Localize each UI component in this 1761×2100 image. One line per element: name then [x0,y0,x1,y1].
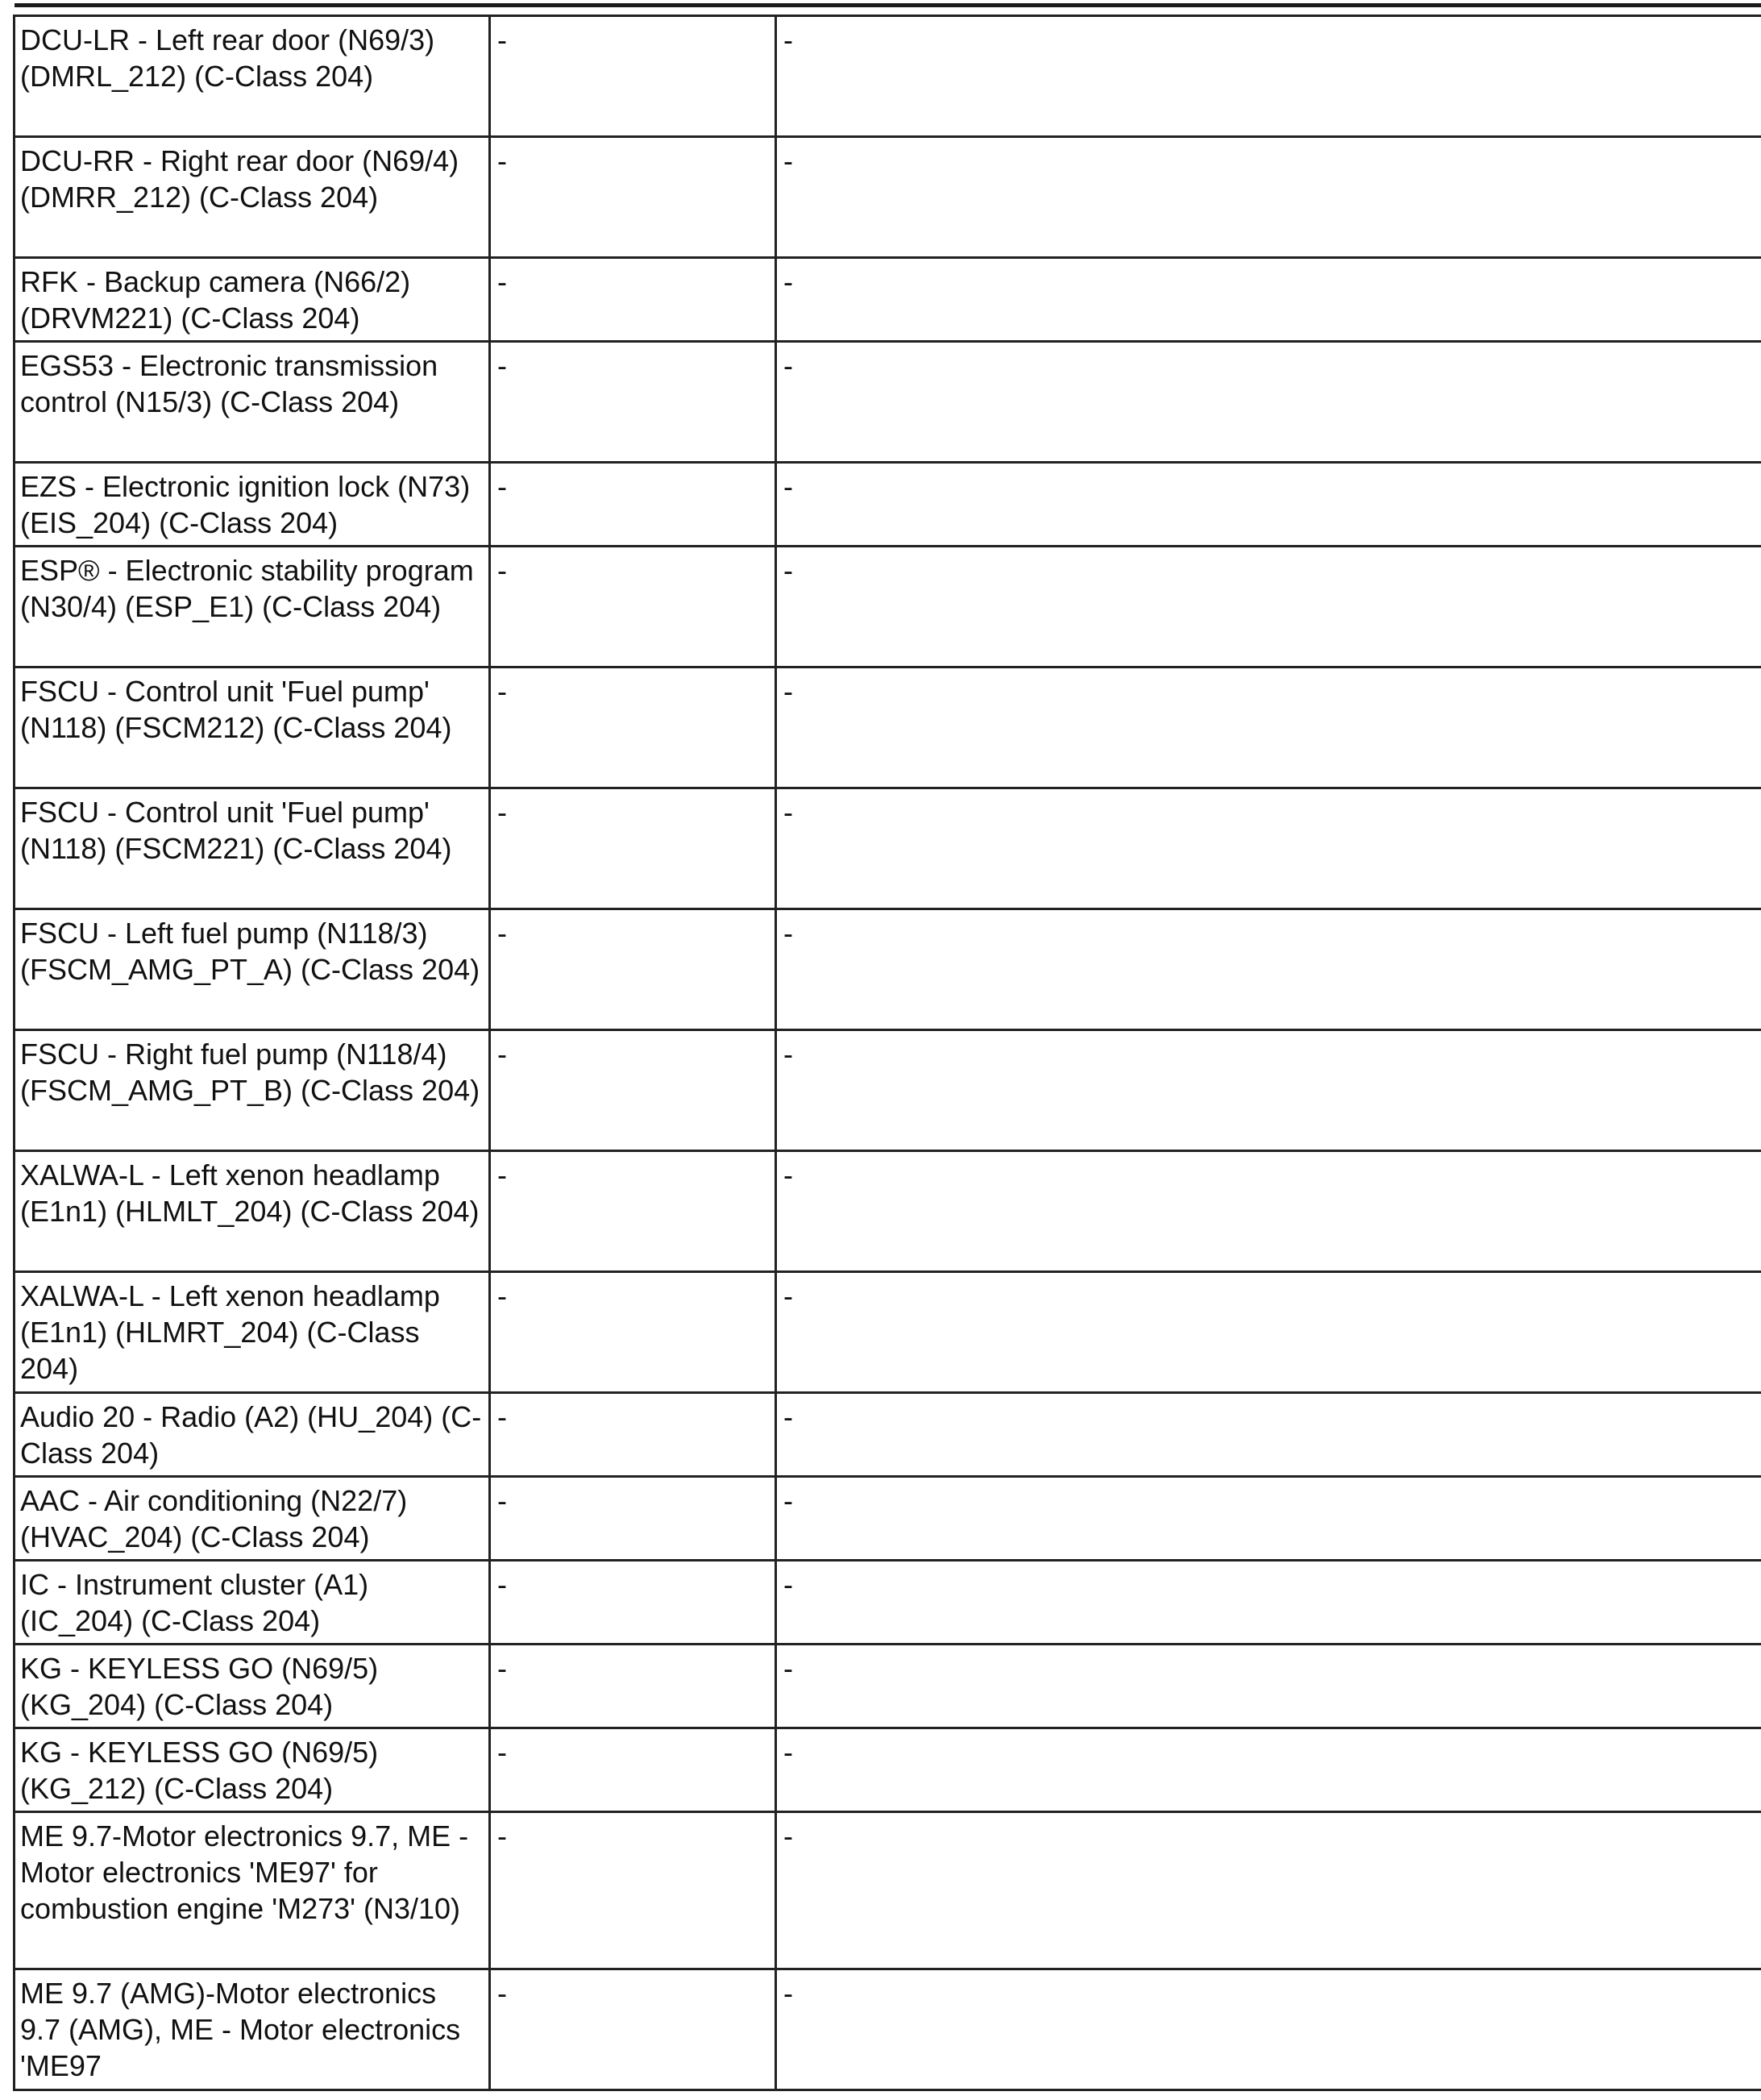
control-unit-name-cell: FSCU - Left fuel pump (N118/3) (FSCM_AMG_PT_A) (C-Class 204) [15,909,490,1030]
remark-cell: - [776,258,1761,342]
remark-cell: - [776,342,1761,463]
value-cell: - [490,547,776,667]
value-cell: - [490,16,776,137]
remark-cell: - [776,547,1761,667]
control-unit-name-cell: KG - KEYLESS GO (N69/5) (KG_204) (C-Class 204) [15,1645,490,1728]
table-row [15,342,1761,463]
remark-cell: - [776,1561,1761,1645]
value-cell: - [490,1812,776,1969]
table-body [15,16,1761,2090]
remark-cell: - [776,463,1761,547]
value-cell: - [490,463,776,547]
table-row [15,1151,1761,1272]
value-cell: - [490,342,776,463]
control-unit-name-cell: AAC - Air conditioning (N22/7) (HVAC_204) (C-Class 204) [15,1477,490,1561]
control-unit-name-cell: XALWA-L - Left xenon headlamp (E1n1) (HLMLT_204) (C-Class 204) [15,1151,490,1272]
value-cell: - [490,788,776,909]
value-cell: - [490,1030,776,1151]
control-unit-name-cell: IC - Instrument cluster (A1) (IC_204) (C-Class 204) [15,1561,490,1645]
table-row [15,1393,1761,1477]
value-cell: - [490,909,776,1030]
table-row [15,1477,1761,1561]
remark-cell: - [776,1272,1761,1393]
control-unit-name-cell: EZS - Electronic ignition lock (N73) (EIS_204) (C-Class 204) [15,463,490,547]
control-unit-name-cell: XALWA-L - Left xenon headlamp (E1n1) (HLMRT_204) (C-Class 204) [15,1272,490,1393]
table-row [15,788,1761,909]
control-unit-name-cell: RFK - Backup camera (N66/2) (DRVM221) (C-Class 204) [15,258,490,342]
control-unit-name-cell: Audio 20 - Radio (A2) (HU_204) (C-Class 204) [15,1393,490,1477]
remark-cell: - [776,1477,1761,1561]
table-row [15,547,1761,667]
table-row [15,1812,1761,1969]
remark-cell: - [776,1969,1761,2090]
table-row [15,667,1761,788]
control-unit-name-cell: FSCU - Control unit 'Fuel pump' (N118) (FSCM212) (C-Class 204) [15,667,490,788]
remark-cell: - [776,909,1761,1030]
value-cell: - [490,1393,776,1477]
control-unit-name-cell: DCU-LR - Left rear door (N69/3) (DMRL_212) (C-Class 204) [15,16,490,137]
table-row [15,1272,1761,1393]
table-row [15,16,1761,137]
value-cell: - [490,137,776,258]
table-row [15,463,1761,547]
remark-cell: - [776,16,1761,137]
control-unit-name-cell: FSCU - Control unit 'Fuel pump' (N118) (FSCM221) (C-Class 204) [15,788,490,909]
table-row [15,1728,1761,1812]
value-cell: - [490,1477,776,1561]
control-unit-name-cell: DCU-RR - Right rear door (N69/4) (DMRR_212) (C-Class 204) [15,137,490,258]
remark-cell: - [776,1393,1761,1477]
value-cell: - [490,667,776,788]
value-cell: - [490,1645,776,1728]
table-row [15,137,1761,258]
value-cell: - [490,1728,776,1812]
value-cell: - [490,1272,776,1393]
remark-cell: - [776,788,1761,909]
control-unit-name-cell: EGS53 - Electronic transmission control (N15/3) (C-Class 204) [15,342,490,463]
table-row [15,1969,1761,2090]
control-unit-name-cell: ME 9.7-Motor electronics 9.7, ME - Motor electronics 'ME97' for combustion engine 'M273' (N3/10) [15,1812,490,1969]
remark-cell: - [776,1151,1761,1272]
remark-cell: - [776,667,1761,788]
remark-cell: - [776,1645,1761,1728]
remark-cell: - [776,137,1761,258]
table-row [15,1561,1761,1645]
value-cell: - [490,1561,776,1645]
remark-cell: - [776,1030,1761,1151]
value-cell: - [490,1151,776,1272]
table-row [15,1645,1761,1728]
value-cell: - [490,258,776,342]
table-row [15,258,1761,342]
table-row [15,909,1761,1030]
control-unit-name-cell: ESP® - Electronic stability program (N30/4) (ESP_E1) (C-Class 204) [15,547,490,667]
remark-cell: - [776,1728,1761,1812]
control-unit-table-container [13,15,1761,2091]
control-unit-table [13,15,1761,2091]
remark-cell: - [776,1812,1761,1969]
top-rule [15,3,1761,7]
control-unit-name-cell: ME 9.7 (AMG)-Motor electronics 9.7 (AMG), ME - Motor electronics 'ME97 [15,1969,490,2090]
control-unit-name-cell: FSCU - Right fuel pump (N118/4) (FSCM_AMG_PT_B) (C-Class 204) [15,1030,490,1151]
control-unit-name-cell: KG - KEYLESS GO (N69/5) (KG_212) (C-Class 204) [15,1728,490,1812]
value-cell: - [490,1969,776,2090]
table-row [15,1030,1761,1151]
